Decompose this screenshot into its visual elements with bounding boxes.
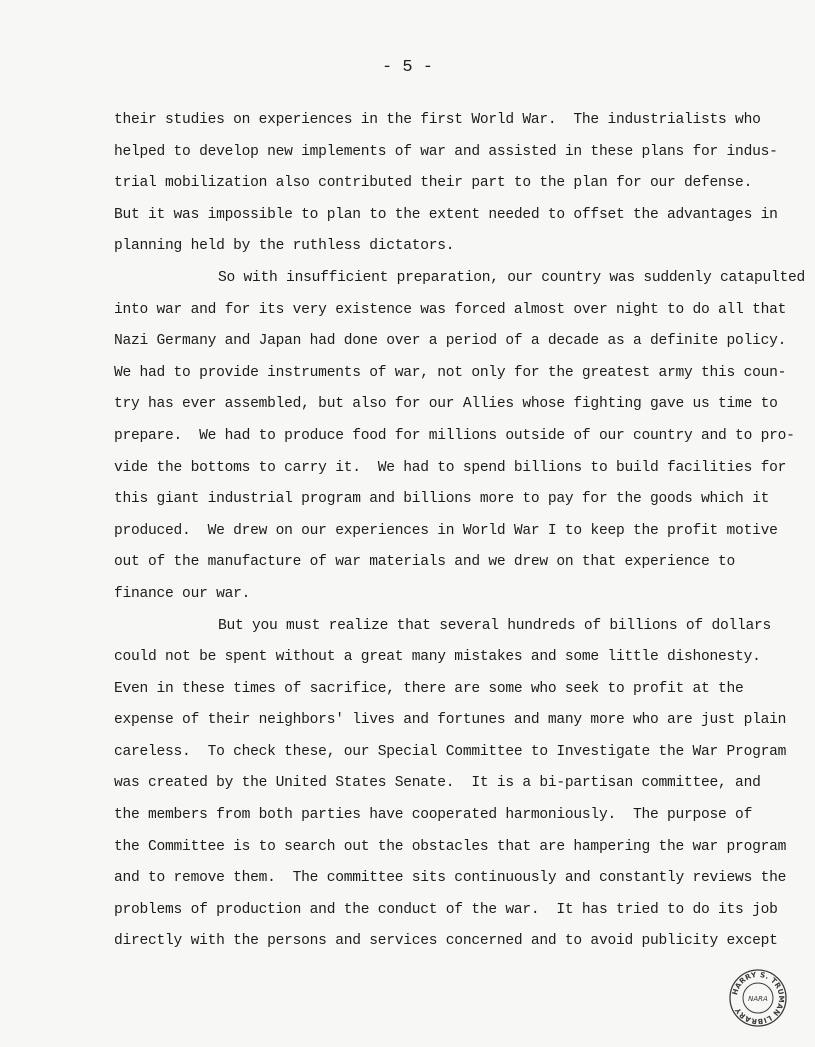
text-line: planning held by the ruthless dictators. <box>114 238 455 255</box>
text-line: directly with the persons and services concerned and to avoid publicity except <box>114 933 778 950</box>
text-line: finance our war. <box>114 585 251 602</box>
text-line: out of the manufacture of war materials and we drew on that experience to <box>114 554 736 571</box>
text-line: trial mobilization also contributed their part to the plan for our defense. <box>114 175 753 192</box>
text-line: careless. To check these, our Special Committee to Investigate the War Program <box>114 743 787 760</box>
page-number: - 5 - <box>381 58 433 77</box>
stamp-center-text: NARA <box>748 995 768 1003</box>
text-line: We had to provide instruments of war, not only for the greatest army this coun- <box>114 364 787 381</box>
text-line: vide the bottoms to carry it. We had to spend billions to build facilities for <box>114 459 787 476</box>
text-line: into war and for its very existence was forced almost over night to do all that <box>114 301 787 318</box>
text-line: try has ever assembled, but also for our Allies whose fighting gave us time to <box>114 396 778 413</box>
text-line: expense of their neighbors' lives and fortunes and many more who are just plain <box>114 712 787 729</box>
text-line: Even in these times of sacrifice, there are some who seek to profit at the <box>114 680 744 697</box>
document-body <box>114 105 806 958</box>
text-line: and to remove them. The committee sits continuously and constantly reviews the <box>114 870 787 887</box>
text-line: the Committee is to search out the obstacles that are hampering the war program <box>114 838 787 855</box>
text-line: produced. We drew on our experiences in World War I to keep the profit motive <box>114 522 778 539</box>
text-line: Nazi Germany and Japan had done over a period of a decade as a definite policy. <box>114 333 787 350</box>
text-line: this giant industrial program and billions more to pay for the goods which it <box>114 491 770 508</box>
text-line: problems of production and the conduct of the war. It has tried to do its job <box>114 901 778 918</box>
text-line: But it was impossible to plan to the extent needed to offset the advantages in <box>114 206 778 223</box>
text-line: But you must realize that several hundreds of billions of dollars <box>218 617 771 634</box>
archive-stamp-icon <box>728 968 788 1028</box>
text-line: their studies on experiences in the first World War. The industrialists who <box>114 112 761 128</box>
text-line: could not be spent without a great many mistakes and some little dishonesty. <box>114 649 761 666</box>
text-line: helped to develop new implements of war and assisted in these plans for indus- <box>114 143 778 160</box>
text-line: So with insufficient preparation, our country was suddenly catapulted <box>218 269 806 286</box>
stamp-ring-text: HARRY S. TRUMAN LIBRARY <box>730 969 787 1027</box>
text-line: prepare. We had to produce food for millions outside of our country and to pro- <box>114 427 795 444</box>
text-line: the members from both parties have cooperated harmoniously. The purpose of <box>114 807 753 824</box>
text-line: was created by the United States Senate. It is a bi-partisan committee, and <box>114 775 761 792</box>
